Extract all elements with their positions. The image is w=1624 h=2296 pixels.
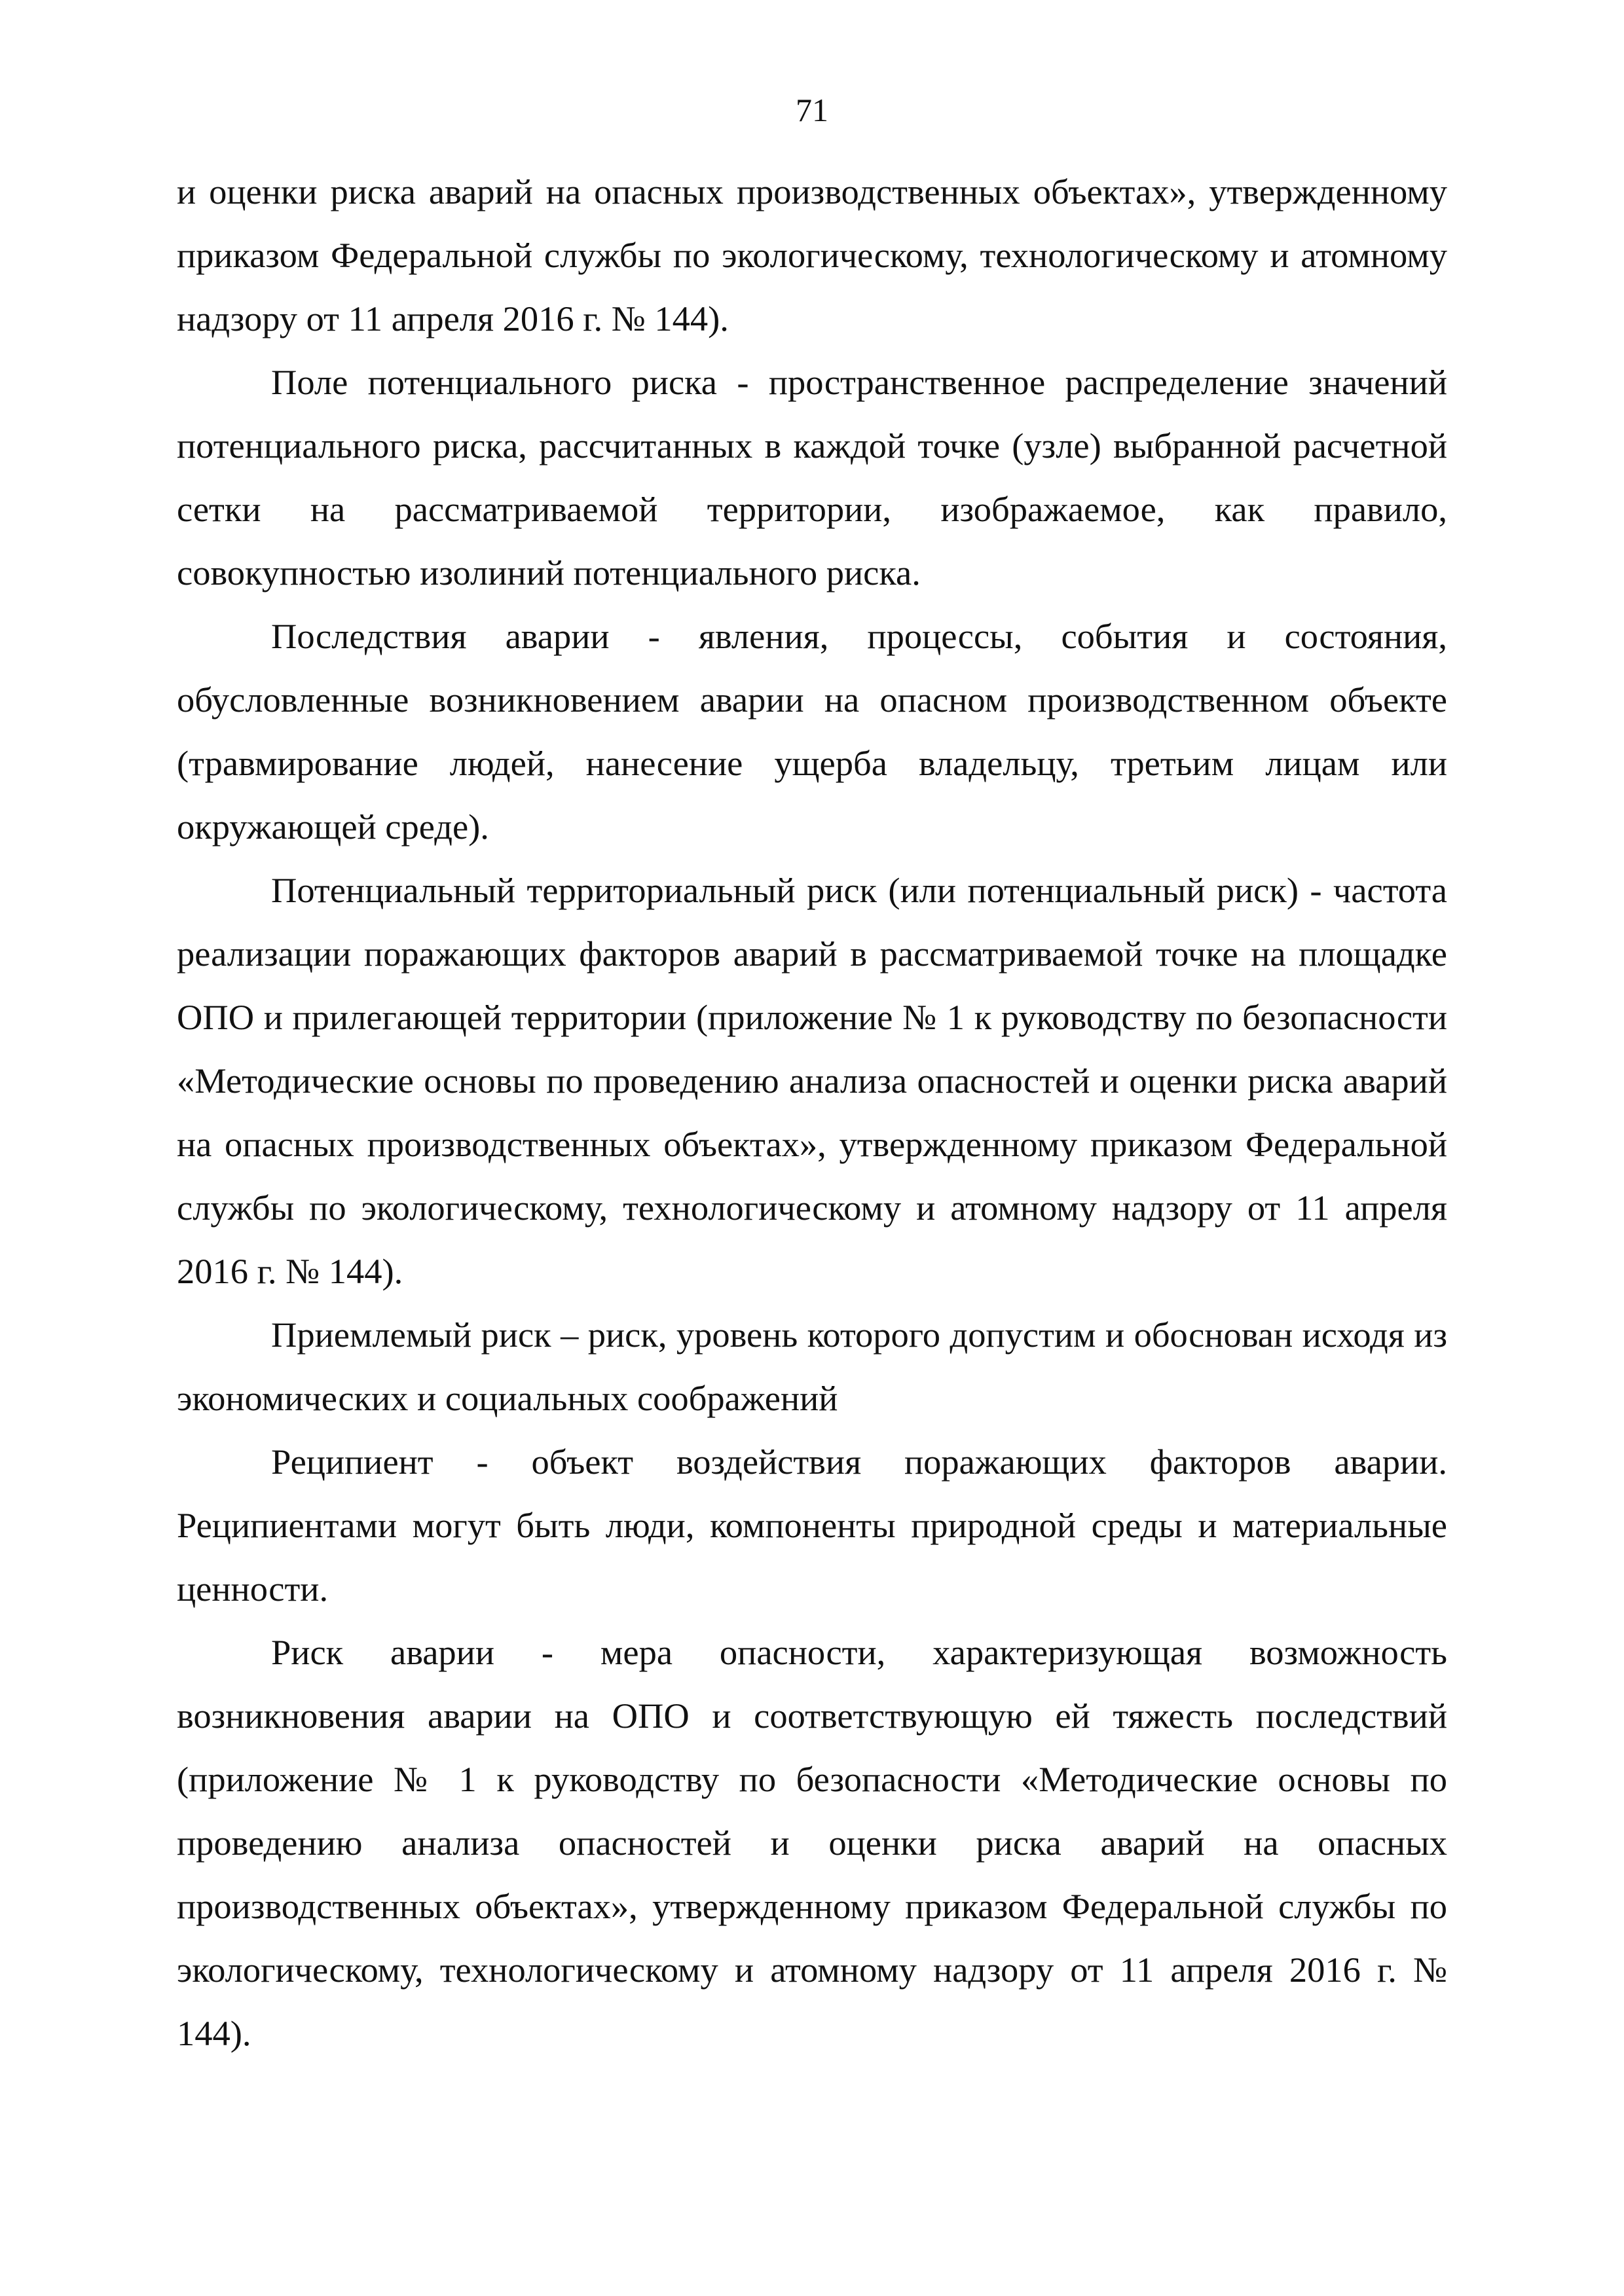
page-number: 71: [796, 92, 828, 128]
document-body: [177, 160, 1447, 2065]
paragraph-recipient: Реципиент - объект воздействия поражающих факторов аварии. Реципиентами могут быть люди, компоненты природной среды и материальные ценности.: [177, 1442, 1447, 1609]
paragraph-accident-risk: Риск аварии - мера опасности, характеризующая возможность возникновения аварии на ОПО и соответствующую ей тяжесть последствий (приложение № 1 к руководству по безопасности «Методические основы по проведению анализа опасностей и оценки риска аварий на опасных производственных объектах», утвержденному приказом Федеральной службы по экологическому, технологическому и атомному надзору от 11 апреля 2016 г. № 144).: [177, 1632, 1447, 2053]
paragraph-continuation: и оценки риска аварий на опасных производственных объектах», утвержденному приказом Федеральной службы по экологическому, технологическому и атомному надзору от 11 апреля 2016 г. № 144).: [177, 172, 1447, 338]
paragraph-potential-risk-field: Поле потенциального риска - пространственное распределение значений потенциального риска, рассчитанных в каждой точке (узле) выбранной расчетной сетки на рассматриваемой территории, изображаемое, как правило, совокупностью изолиний потенциального риска.: [177, 362, 1447, 592]
paragraph-acceptable-risk: Приемлемый риск – риск, уровень которого допустим и обоснован исходя из экономических и социальных соображений: [177, 1315, 1447, 1418]
paragraph-potential-territorial-risk: Потенциальный территориальный риск (или потенциальный риск) - частота реализации поражающих факторов аварий в рассматриваемой точке на площадке ОПО и прилегающей территории (приложение № 1 к руководству по безопасности «Методические основы по проведению анализа опасностей и оценки риска аварий на опасных производственных объектах», утвержденному приказом Федеральной службы по экологическому, технологическому и атомному надзору от 11 апреля 2016 г. № 144).: [177, 870, 1447, 1291]
paragraph-accident-consequences: Последствия аварии - явления, процессы, события и состояния, обусловленные возникновением аварии на опасном производственном объекте (травмирование людей, нанесение ущерба владельцу, третьим лицам или окружающей среде).: [177, 616, 1447, 847]
